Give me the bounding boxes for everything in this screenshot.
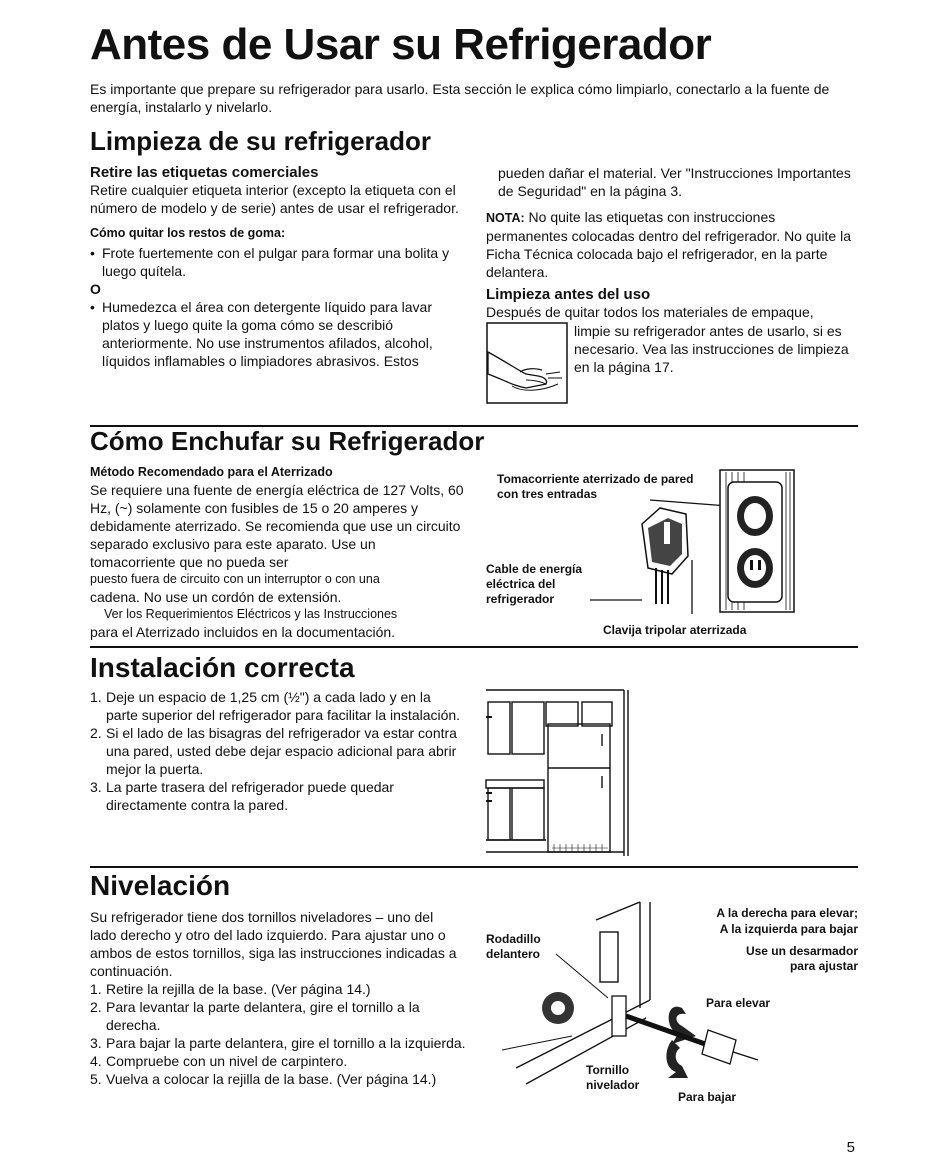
before-use-subheading: Limpieza antes del uso (486, 286, 651, 303)
kitchen-installation-illustration (484, 688, 632, 860)
cleaning-right-column (486, 164, 858, 321)
plug-left-column (90, 464, 465, 641)
plug-text-2: puesto fuera de circuito con un interruptor o con una (90, 572, 380, 586)
level-step: 1. Retire la rejilla de la base. (Ver página 14.) (90, 981, 371, 997)
level-intro: Su refrigerador tiene dos tornillos niveladores – uno del lado derecho y otro del lado izquierdo. Para ajustar uno o ambos de estos tornillos, siga las instrucciones indicadas a continuación. (90, 909, 457, 979)
level-steps (90, 980, 468, 1088)
plug-heading: Cómo Enchufar su Refrigerador (90, 426, 485, 456)
note-text: No quite las etiquetas con instrucciones permanentes colocadas dentro del refrigerador. No quite la Ficha Técnica colocada bajo el refrigerador, en la parte delantera. (486, 209, 851, 280)
glue-bullet-2: • Humedezca el área con detergente líquido para lavar platos y luego quite la goma cómo se describió anteriormente. No use instrumentos afilados, alcohol, líquidos inflamables o limpiadores abrasivos. Estos (90, 298, 465, 370)
glue-bullet-1: • Frote fuertemente con el pulgar para formar una bolita y luego quítela. (90, 244, 465, 280)
screw-label: Tornillo nivelador (586, 1063, 640, 1092)
install-heading: Instalación correcta (90, 652, 355, 683)
outlet-label: Tomacorriente aterrizado de pared con tres entradas (497, 472, 694, 501)
before-use-lead: Después de quitar todos los materiales de empaque, (486, 304, 814, 320)
left-lower-label: A la izquierda para bajar (719, 922, 858, 936)
glue-list (90, 244, 465, 280)
level-step: 3. Para bajar la parte delantera, gire el tornillo a la izquierda. (90, 1035, 466, 1051)
level-step: 4. Compruebe con un nivel de carpintero. (90, 1053, 348, 1069)
section-divider (90, 646, 858, 648)
level-step: 2. Para levantar la parte delantera, gire el tornillo a la derecha. (90, 999, 420, 1033)
note-label: NOTA: (486, 211, 525, 225)
intro-paragraph: Es importante que prepare su refrigerador para usarlo. Esta sección le explica cómo limpiarlo, conectarlo a la fuente de energía, instalarlo y nivelarlo. (90, 81, 830, 115)
glue-list-2 (90, 298, 465, 370)
raise-label: Para elevar (706, 996, 771, 1010)
plug-text-1: Se requiere una fuente de energía eléctrica de 127 Volts, 60 Hz, (~) solamente con fusibles de 15 o 20 amperes y debidamente aterrizado. Se recomienda que use un circuito separado exclusivo para este aparato. Use un tomacorriente que no pueda ser (90, 482, 464, 570)
section-divider (90, 866, 858, 868)
right-raise-label: A la derecha para elevar; (716, 906, 858, 920)
page-title: Antes de Usar su Refrigerador (90, 20, 712, 69)
labels-subheading: Retire las etiquetas comerciales (90, 164, 319, 181)
page-number: 5 (846, 1139, 855, 1156)
install-step: 3. La parte trasera del refrigerador puede quedar directamente contra la pared. (90, 779, 394, 813)
cleaning-hand-illustration (486, 322, 568, 404)
method-subheading: Método Recomendado para el Aterrizado (90, 465, 333, 479)
outlet-illustration (560, 464, 800, 624)
plug-text-4: Ver los Requerimientos Eléctricos y las Instrucciones (104, 607, 398, 621)
level-step: 5. Vuelva a colocar la rejilla de la base. (Ver página 14.) (90, 1071, 437, 1087)
install-step: 2. Si el lado de las bisagras del refrigerador va estar contra una pared, usted debe dejar espacio adicional para abrir mejor la puerta. (90, 725, 457, 777)
install-steps (90, 688, 465, 814)
labels-text: Retire cualquier etiqueta interior (excepto la etiqueta con el número de modelo y de serie) antes de usar el refrigerador. (90, 182, 459, 216)
glue-continued-text: pueden dañar el material. Ver "Instrucciones Importantes de Seguridad" en la página 3. (498, 165, 851, 199)
cleaning-left-column (90, 164, 465, 370)
roller-label: Rodadillo delantero (486, 932, 541, 961)
cleaning-heading: Limpieza de su refrigerador (90, 126, 431, 156)
lower-label: Para bajar (678, 1090, 737, 1104)
plug-label: Clavija tripolar aterrizada (603, 623, 747, 637)
install-step: 1. Deje un espacio de 1,25 cm (½") a cada lado y en la parte superior del refrigerador para facilitar la instalación. (90, 689, 461, 723)
or-text: O (90, 281, 101, 297)
cord-label: Cable de energía eléctrica del refrigerador (486, 562, 583, 606)
before-use-text: limpie su refrigerador antes de usarlo, si es necesario. Vea las instrucciones de limpieza en la página 17. (574, 323, 849, 375)
plug-text-5: para el Aterrizado incluidos en la documentación. (90, 624, 396, 640)
tool-label: Use un desarmador para ajustar (745, 944, 858, 973)
glue-subheading: Cómo quitar los restos de goma: (90, 226, 286, 240)
level-heading: Nivelación (90, 870, 231, 901)
plug-text-3: cadena. No use un cordón de extensión. (90, 589, 342, 605)
